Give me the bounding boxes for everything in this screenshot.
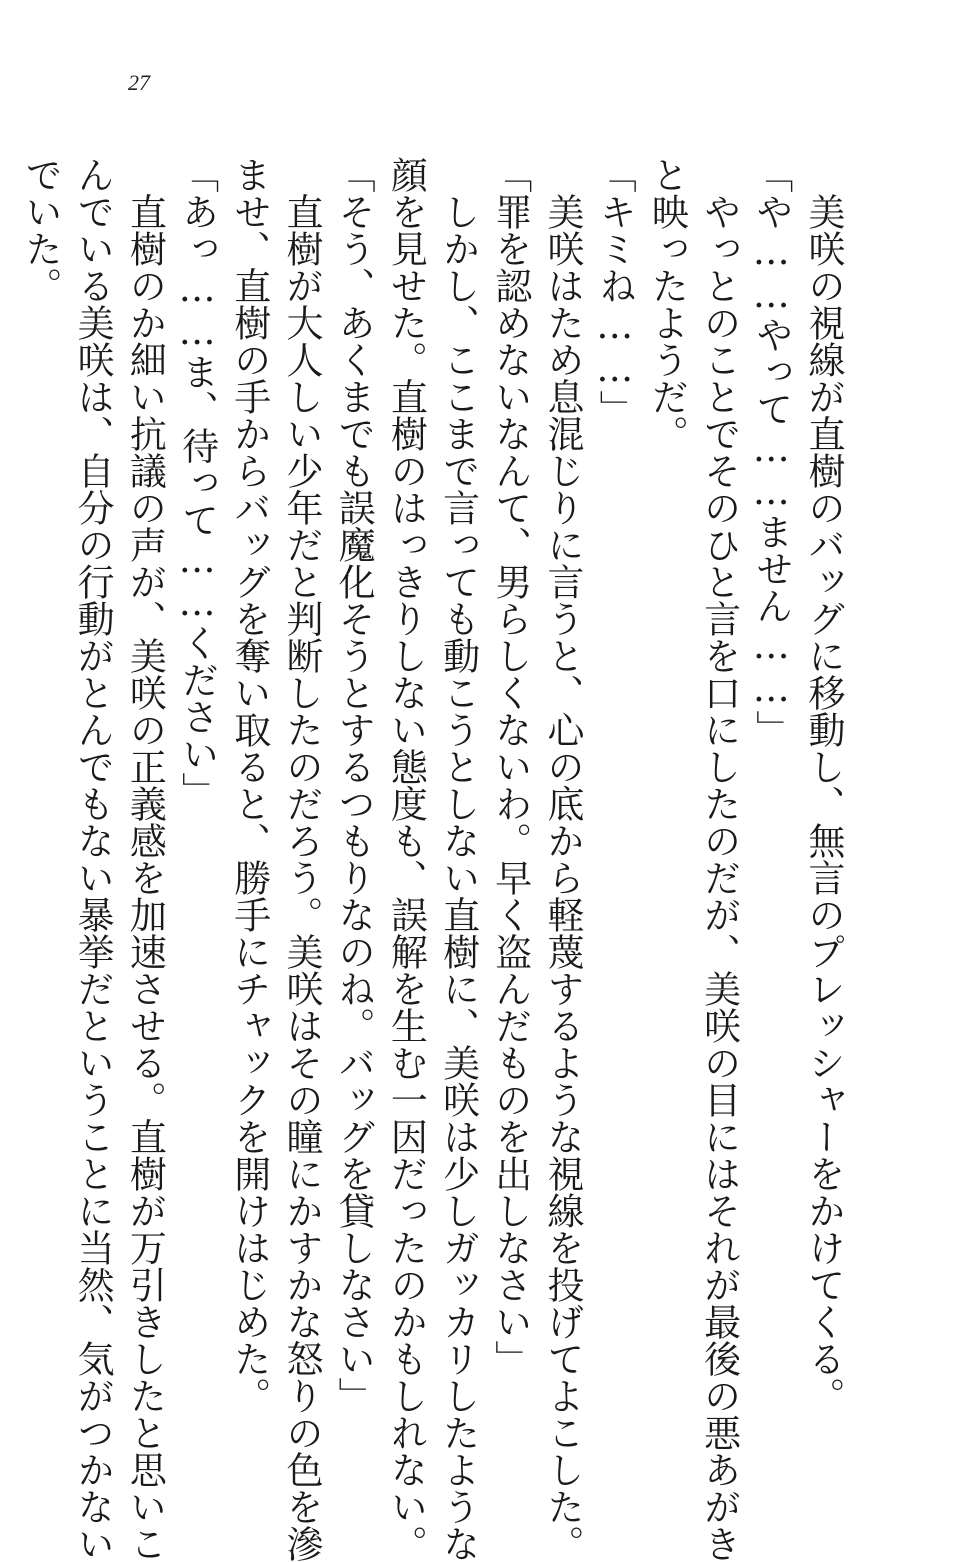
text-line: やっとのことでそのひと言を口にしたのだが、美咲の目にはそれが最後の悪あがき bbox=[697, 193, 741, 1562]
text-line: 「罪を認めないなんて、男らしくないわ。早く盗んだものを出しなさい」 bbox=[488, 156, 532, 1377]
page-number: 27 bbox=[128, 70, 150, 95]
vertical-text-body bbox=[14, 156, 849, 1562]
text-line: 「そう、あくまでも誤魔化そうとするつもりなのね。バッグを貸しなさい」 bbox=[332, 156, 376, 1414]
text-line: でいた。 bbox=[18, 156, 62, 304]
text-line: ませ、直樹の手からバッグを奪い取ると、勝手にチャックを開けはじめた。 bbox=[227, 156, 271, 1414]
text-line: んでいる美咲は、自分の行動がとんでもない暴挙だということに当然、気がつかない bbox=[71, 156, 115, 1562]
text-line: 「あっ……ま、待って……ください」 bbox=[175, 156, 219, 809]
text-line: 「や……やって……ません……」 bbox=[749, 156, 793, 747]
text-line: 美咲はため息混じりに言うと、心の底から軽蔑するような視線を投げてよこした。 bbox=[540, 193, 584, 1562]
text-line: 顔を見せた。直樹のはっきりしない態度も、誤解を生む一因だったのかもしれない。 bbox=[384, 156, 428, 1562]
text-line: 「キミね……」 bbox=[593, 156, 637, 427]
text-line: 直樹が大人しい少年だと判断したのだろう。美咲はその瞳にかすかな怒りの色を滲 bbox=[279, 193, 323, 1562]
text-line: と映ったようだ。 bbox=[645, 156, 689, 452]
text-line: しかし、ここまで言っても動こうとしない直樹に、美咲は少しガッカリしたような bbox=[436, 193, 480, 1562]
text-line: 直樹のか細い抗議の声が、美咲の正義感を加速させる。直樹が万引きしたと思いこ bbox=[123, 193, 167, 1562]
text-line: 美咲の視線が直樹のバッグに移動し、無言のプレッシャーをかけてくる。 bbox=[802, 193, 845, 1414]
